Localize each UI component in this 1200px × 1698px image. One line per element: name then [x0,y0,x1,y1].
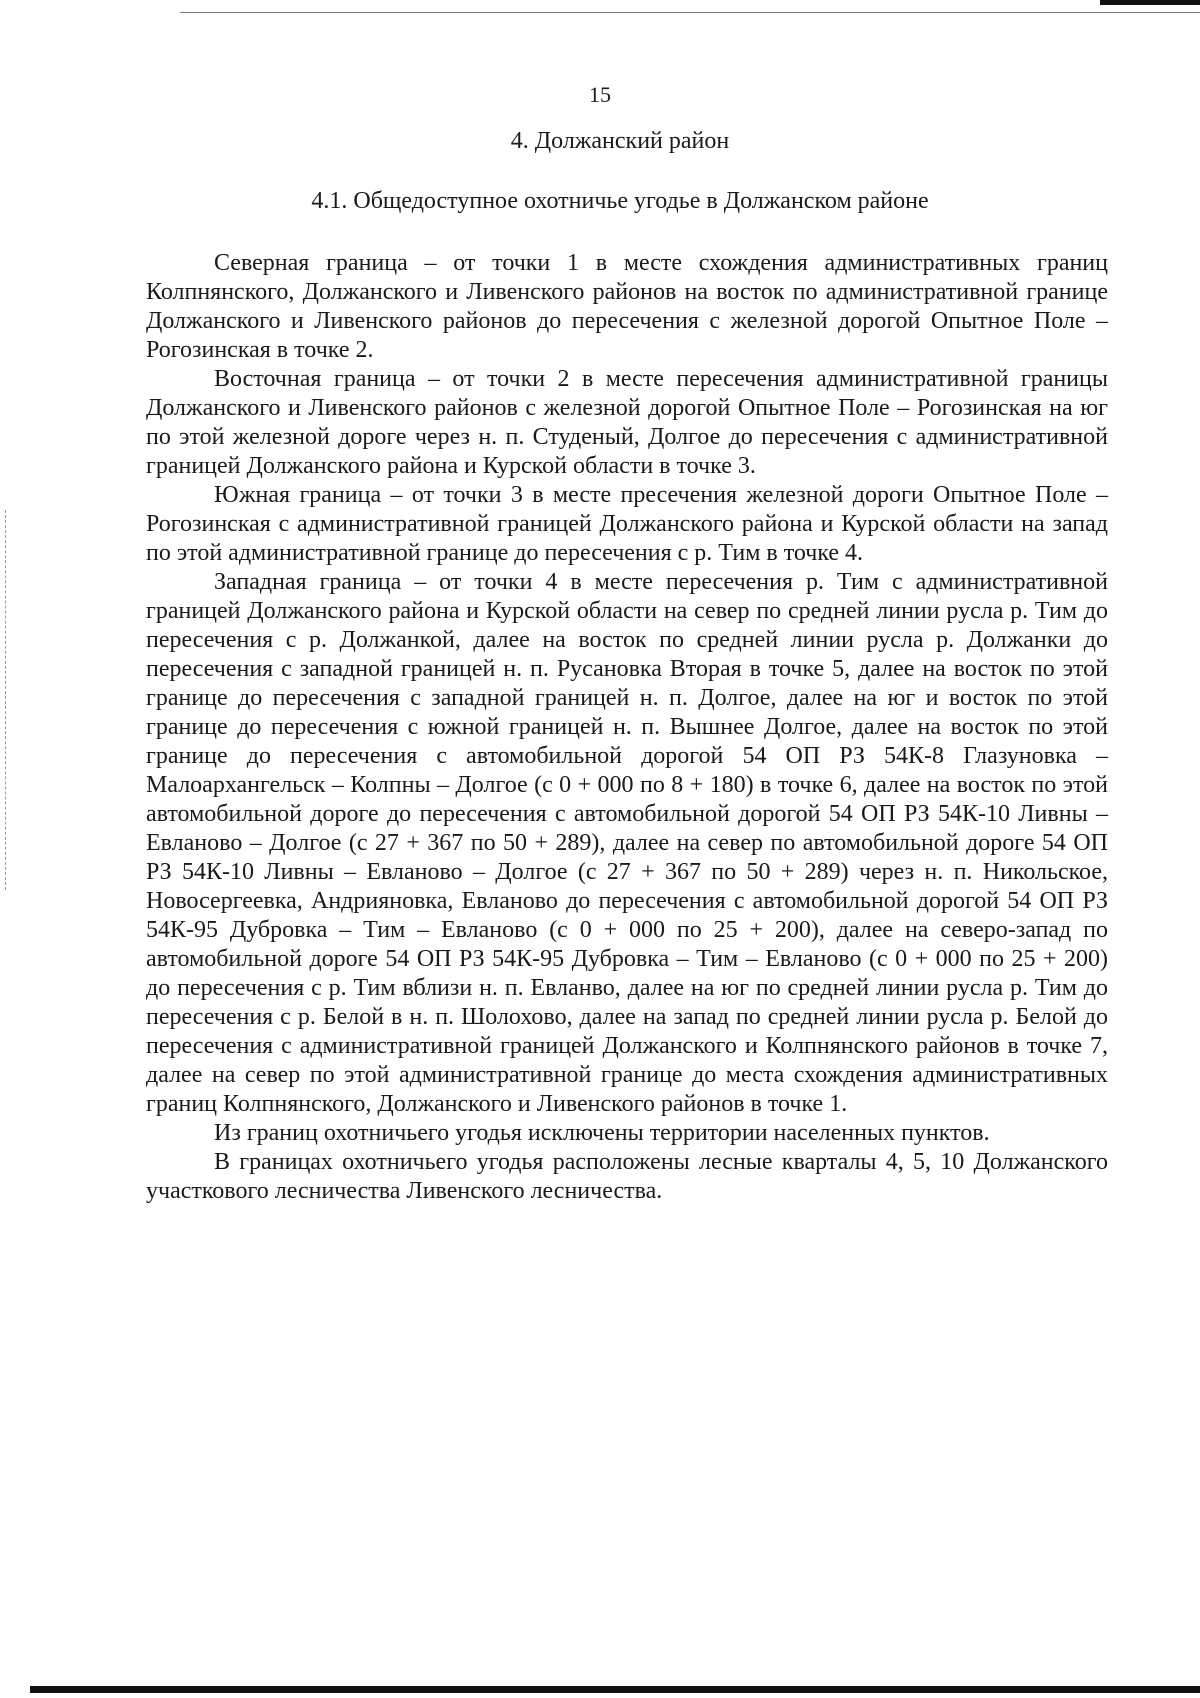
page-number: 15 [589,82,611,107]
scan-border-bottom [30,1686,1200,1693]
scan-border-top [180,12,1200,13]
paragraph-west-boundary: Западная граница – от точки 4 в месте пересечения р. Тим с административной границей Должанского района и Курской области на север по средней линии русла р. Тим до пересечения с р. Должанкой, далее на восток по средней линии русла р. Должанки до пересечения с западной границей н. п. Русановка Вторая в точке 5, далее на восток по этой границе до пересечения с западной границей н. п. Долгое, далее на юг и восток по этой границе до пересечения с южной границей н. п. Вышнее Долгое, далее на восток по этой границе до пересечения с автомобильной дорогой 54 ОП РЗ 54К-8 Глазуновка – Малоархангельск – Колпны – Долгое (с 0 + 000 по 8 + 180) в точке 6, далее на восток по этой автомобильной дороге до пересечения с автомобильной дорогой 54 ОП РЗ 54К-10 Ливны – Евланово – Долгое (с 27 + 367 по 50 + 289), далее на север по автомобильной дороге 54 ОП РЗ 54К-10 Ливны – Евланово – Долгое (с 27 + 367 по 50 + 289) через н. п. Никольское, Новосергеевка, Андрияновка, Евланово до пересечения с автомобильной дорогой 54 ОП РЗ 54К-95 Дубровка – Тим – Евланово (с 0 + 000 по 25 + 200), далее на северо-запад по автомобильной дороге 54 ОП РЗ 54К-95 Дубровка – Тим – Евланово (с 0 + 000 по 25 + 200) до пересечения с р. Тим вблизи н. п. Евланво, далее на юг по средней линии русла р. Тим до пересечения с р. Белой в н. п. Шолохово, далее на запад по средней линии русла р. Белой до пересечения с административной границей Должанского и Колпнянского районов в точке 7, далее на север по этой административной границе до места схождения административных границ Колпнянского, Должанского и Ливенского районов в точке 1. [146,569,1108,1117]
paragraph-north-boundary: Северная граница – от точки 1 в месте схождения административных границ Колпнянского, Должанского и Ливенского районов на восток по административной границе Должанского и Ливенского районов до пересечения с железной дорогой Опытное Поле – Рогозинская в точке 2. [146,250,1108,363]
scan-margin-marks [5,510,8,890]
paragraph-exclusions: Из границ охотничьего угодья исключены территории населенных пунктов. [214,1120,990,1146]
subsection-title: 4.1. Общедоступное охотничье угодье в Должанском районе [311,188,929,214]
document-body [146,249,1108,1206]
paragraph-south-boundary: Южная граница – от точки 3 в месте пресечения железной дороги Опытное Поле – Рогозинская с административной границей Должанского района и Курской области на запад по этой административной границе до пересечения с р. Тим в точке 4. [146,482,1108,566]
scan-edge-top-right [1100,0,1200,5]
section-title: 4. Должанский район [510,128,730,154]
paragraph-forest-quarters: В границах охотничьего угодья расположены лесные кварталы 4, 5, 10 Должанского участкового лесничества Ливенского лесничества. [146,1149,1108,1204]
paragraph-east-boundary: Восточная граница – от точки 2 в месте пересечения административной границы Должанского и Ливенского районов с железной дорогой Опытное Поле – Рогозинская на юг по этой железной дороге через н. п. Студеный, Долгое до пересечения с административной границей Должанского района и Курской области в точке 3. [146,366,1108,479]
